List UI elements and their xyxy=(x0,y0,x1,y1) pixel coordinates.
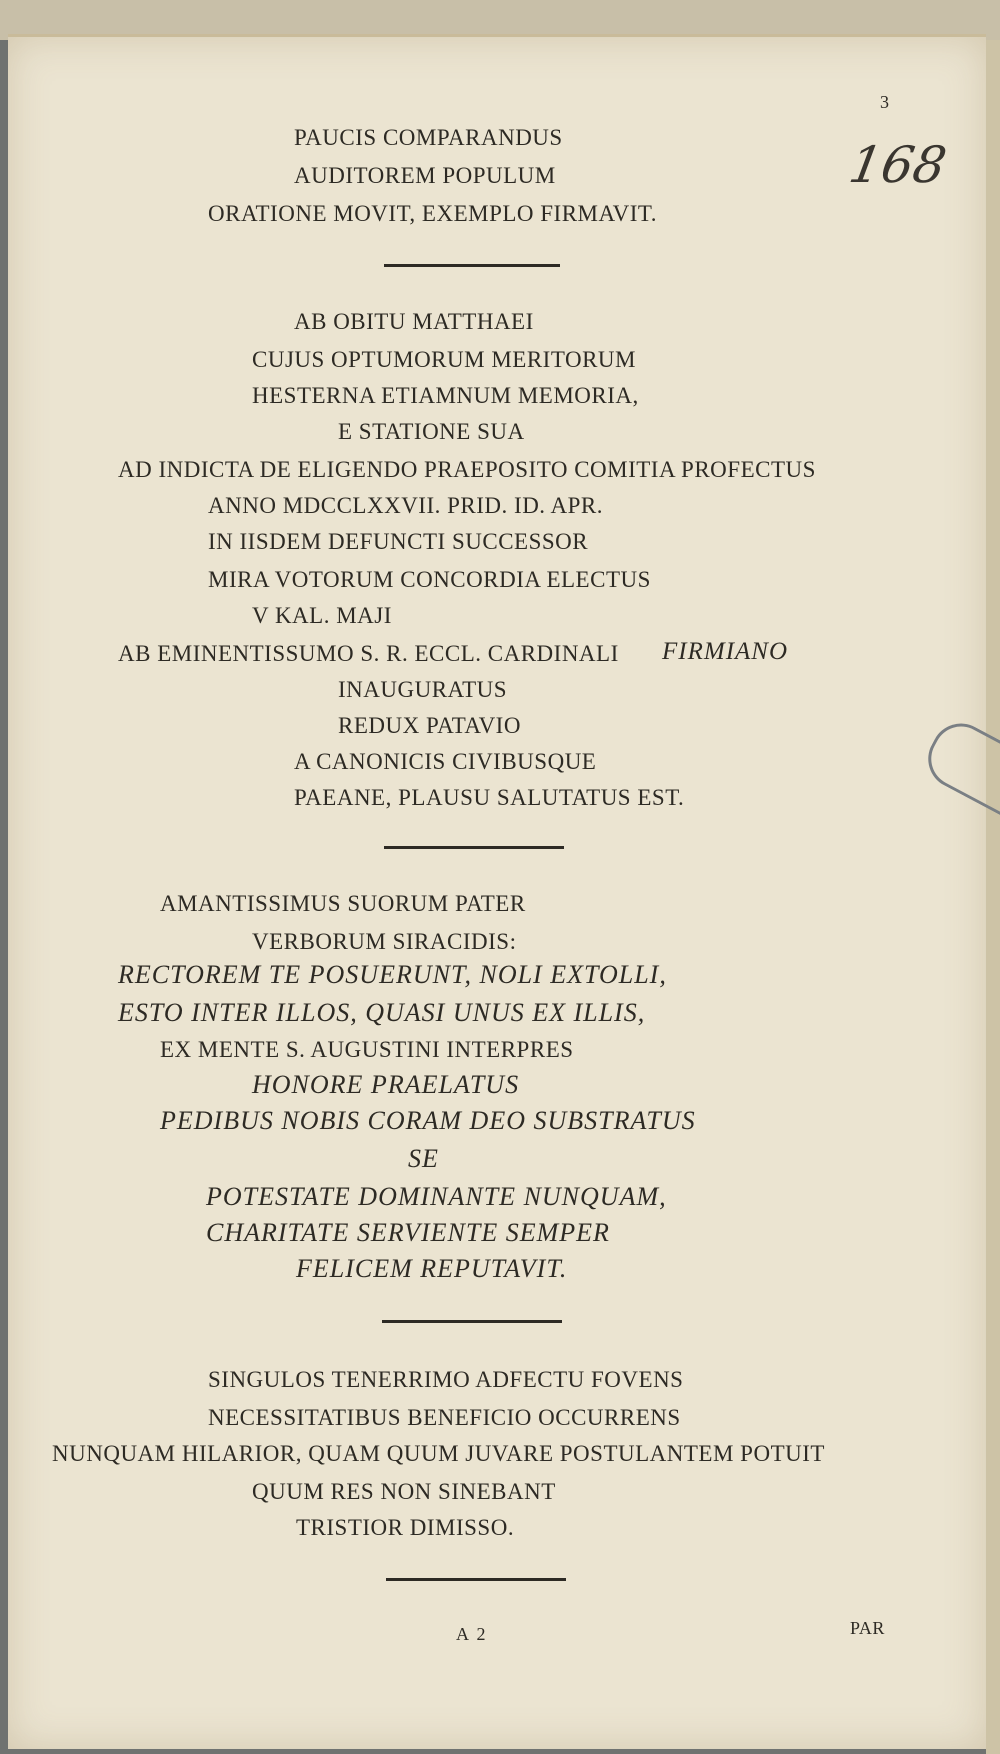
divider-rule xyxy=(384,846,564,849)
text-line: VERBORUM SIRACIDIS: xyxy=(252,929,517,954)
signature-mark: A 2 xyxy=(456,1624,488,1644)
text-line: QUUM RES NON SINEBANT xyxy=(252,1479,556,1504)
text-line: AMANTISSIMUS SUORUM PATER xyxy=(160,891,526,916)
text-line: INAUGURATUS xyxy=(338,677,508,702)
text-line: AUDITOREM POPULUM xyxy=(294,163,556,188)
text-line-italic: PEDIBUS NOBIS CORAM DEO SUBSTRATUS xyxy=(160,1106,696,1135)
text-line: CUJUS OPTUMORUM MERITORUM xyxy=(252,347,636,372)
page-edge xyxy=(986,40,1000,1754)
text-line-italic: HONORE PRAELATUS xyxy=(252,1070,520,1099)
divider-rule xyxy=(382,1320,562,1323)
text-line: REDUX PATAVIO xyxy=(338,713,521,738)
text-line-italic: CHARITATE SERVIENTE SEMPER xyxy=(206,1218,610,1247)
text-line: ANNO MDCCLXXVII. PRID. ID. APR. xyxy=(208,493,604,518)
catchword: PAR xyxy=(850,1618,885,1638)
divider-rule xyxy=(386,1578,566,1581)
text-line: AD INDICTA DE ELIGENDO PRAEPOSITO COMITIA PROFECTUS xyxy=(118,457,816,482)
text-line: IN IISDEM DEFUNCTI SUCCESSOR xyxy=(208,529,589,554)
text-line: AB OBITU MATTHAEI xyxy=(294,309,534,334)
text-line: E STATIONE SUA xyxy=(338,419,525,444)
text-line: PAUCIS COMPARANDUS xyxy=(294,125,563,150)
handwritten-folio-number: 168 xyxy=(844,136,951,194)
text-line: NUNQUAM HILARIOR, QUAM QUUM JUVARE POSTULANTEM POTUIT xyxy=(52,1441,825,1466)
text-line-italic: POTESTATE DOMINANTE NUNQUAM, xyxy=(206,1182,667,1211)
text-line: HESTERNA ETIAMNUM MEMORIA, xyxy=(252,383,639,408)
page-number: 3 xyxy=(880,92,889,112)
text-line-italic: ESTO INTER ILLOS, QUASI UNUS EX ILLIS, xyxy=(118,998,646,1027)
text-line-italic: RECTOREM TE POSUERUNT, NOLI EXTOLLI, xyxy=(118,960,667,989)
text-line: A CANONICIS CIVIBUSQUE xyxy=(294,749,597,774)
text-line-italic: FIRMIANO xyxy=(662,638,789,665)
text-line: SINGULOS TENERRIMO ADFECTU FOVENS xyxy=(208,1367,684,1392)
divider-rule xyxy=(384,264,560,267)
text-line-italic: SE xyxy=(408,1144,439,1173)
text-line: ORATIONE MOVIT, EXEMPLO FIRMAVIT. xyxy=(208,201,658,226)
text-line: PAEANE, PLAUSU SALUTATUS EST. xyxy=(294,785,685,810)
text-line: AB EMINENTISSUMO S. R. ECCL. CARDINALI xyxy=(118,641,619,666)
text-line: MIRA VOTORUM CONCORDIA ELECTUS xyxy=(208,567,651,592)
text-line: EX MENTE S. AUGUSTINI INTERPRES xyxy=(160,1037,574,1062)
text-line: TRISTIOR DIMISSO. xyxy=(296,1515,515,1540)
text-line-italic: FELICEM REPUTAVIT. xyxy=(296,1254,568,1283)
text-line: NECESSITATIBUS BENEFICIO OCCURRENS xyxy=(208,1405,681,1430)
text-line: V KAL. MAJI xyxy=(252,603,392,628)
